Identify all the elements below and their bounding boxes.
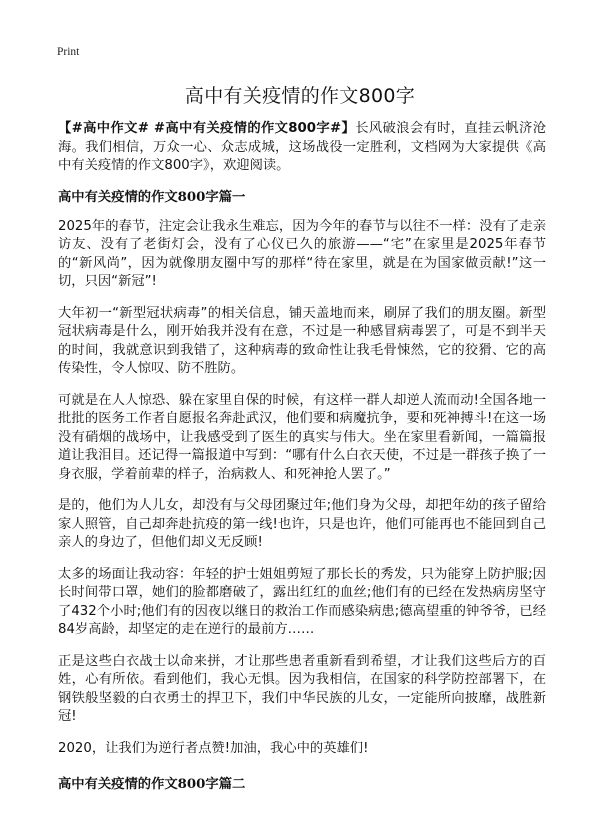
paragraph: 2025年的春节，注定会让我永生难忘，因为今年的春节与以往不一样：没有了走亲访友、没有了老街灯会，没有了心仪已久的旅游——“宅”在家里是2025年春节的“新风尚”，因为就像朋友圈中写的那样“待在家里，就是在为国家做贡献!”这一切，只因“新冠”!	[58, 218, 546, 289]
paragraph: 2020，让我们为逆行者点赞!加油，我心中的英雄们!	[58, 740, 369, 756]
paragraph: 正是这些白衣战士以命来拼，才让那些患者重新看到希望，才让我们这些后方的百姓，心有所依。看到他们，我心无惧。因为我相信，在国家的科学防控部署下，在钢铁般坚毅的白衣勇士的捍卫下，我们中华民族的儿女，一定能所向披靡，战胜新冠!	[58, 653, 546, 724]
paragraph: 可就是在人人惊恐、躲在家里自保的时候，有这样一群人却逆人流而动!全国各地一批批的医务工作者自愿报名奔赴武汉，他们要和病魔抗争，要和死神搏斗!在这一场没有硝烟的战场中，让我感受到了医生的真实与伟大。坐在家里看新闻，一篇篇报道让我泪目。还记得一篇报道中写到：“哪有什么白衣天使，不过是一群孩子换了一身衣服，学着前辈的样子，治病救人、和死神抢人罢了。”	[58, 392, 546, 482]
section-heading-1: 高中有关疫情的作文800字篇一	[58, 189, 246, 205]
print-link[interactable]: Print	[57, 46, 80, 58]
paragraph: 大年初一“新型冠状病毒”的相关信息，铺天盖地而来，刷屏了我们的朋友圈。新型冠状病毒是什么，刚开始我并没有在意，不过是一种感冒病毒罢了，可是不到半天的时间，我就意识到我错了，这种病毒的致命性让我毛骨悚然，它的狡猾、它的高传染性，令人惊叹、防不胜防。	[58, 305, 546, 376]
intro-paragraph	[58, 120, 546, 176]
section-heading-2: 高中有关疫情的作文800字篇二	[58, 777, 246, 792]
article-body	[58, 120, 546, 805]
intro-tag: 【#高中作文# #高中有关疫情的作文800字#】	[58, 121, 356, 136]
paragraph: 太多的场面让我动容：年轻的护士姐姐剪短了那长长的秀发，只为能穿上防护服;因长时间带口罩，她们的脸都磨破了，露出红红的血丝;他们有的已经在发热病房坚守了432个小时;他们有的因夜以继日的救治工作而感染病患;德高望重的钟爷爷，已经84岁高龄，却坚定的走在逆行的最前方……	[58, 566, 546, 637]
intro-text: 长风破浪会有时，直挂云帆济沧海。我们相信，万众一心、众志成城，这场战役一定胜利，文档网为大家提供《高中有关疫情的作文800字》，欢迎阅读。	[58, 121, 547, 173]
paragraph: 是的，他们为人儿女，却没有与父母团聚过年;他们身为父母，却把年幼的孩子留给家人照管，自己却奔赴抗疫的第一线!也许，只是也许，他们可能再也不能回到自己亲人的身边了，但他们却义无反顾!	[58, 498, 546, 550]
page-title: 高中有关疫情的作文800字	[184, 85, 416, 107]
